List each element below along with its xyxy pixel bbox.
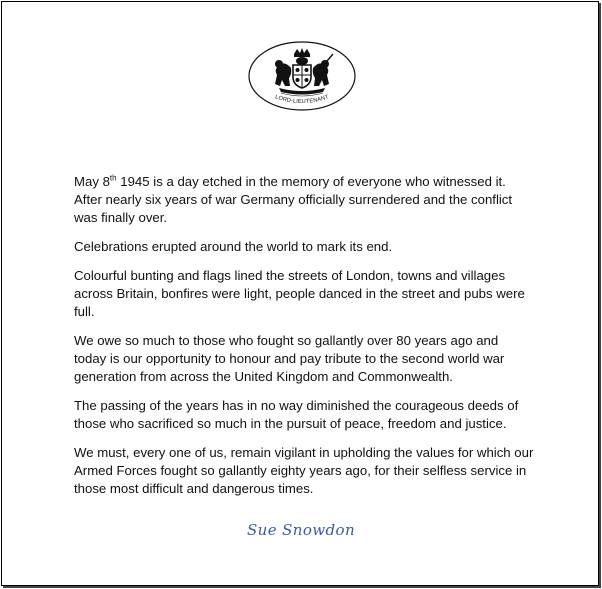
paragraph-1: May 8th 1945 is a day etched in the memory of everyone who witnessed it. After nearly six years of war Germany officially surrendered and the conflict was finally over. <box>74 173 513 225</box>
signature: Sue Snowdon <box>246 521 356 539</box>
paragraph-4: We owe so much to those who fought so gallantly over 80 years ago and today is our opportunity to honour and pay tribute to the second world war generation from across the United Kingdom and Commonwealth. <box>74 333 505 384</box>
paragraph-6: We must, every one of us, remain vigilant in upholding the values for which our Armed Forces fought so gallantly eighty years ago, for their selfless service in those most difficult and dangerous times. <box>74 445 534 496</box>
paragraph-5: The passing of the years has in no way diminished the courageous deeds of those who sacrificed so much in the pursuit of peace, freedom and justice. <box>74 398 519 431</box>
svg-text:LORD-LIEUTENANT: LORD-LIEUTENANT <box>274 94 330 106</box>
royal-coat-of-arms-icon <box>247 40 357 112</box>
paragraph-2: Celebrations erupted around the world to mark its end. <box>74 239 393 254</box>
letter-body <box>74 173 534 509</box>
paragraph-3: Colourful bunting and flags lined the streets of London, towns and villages across Britain, bonfires were light, people danced in the street and pubs were full. <box>74 268 525 319</box>
